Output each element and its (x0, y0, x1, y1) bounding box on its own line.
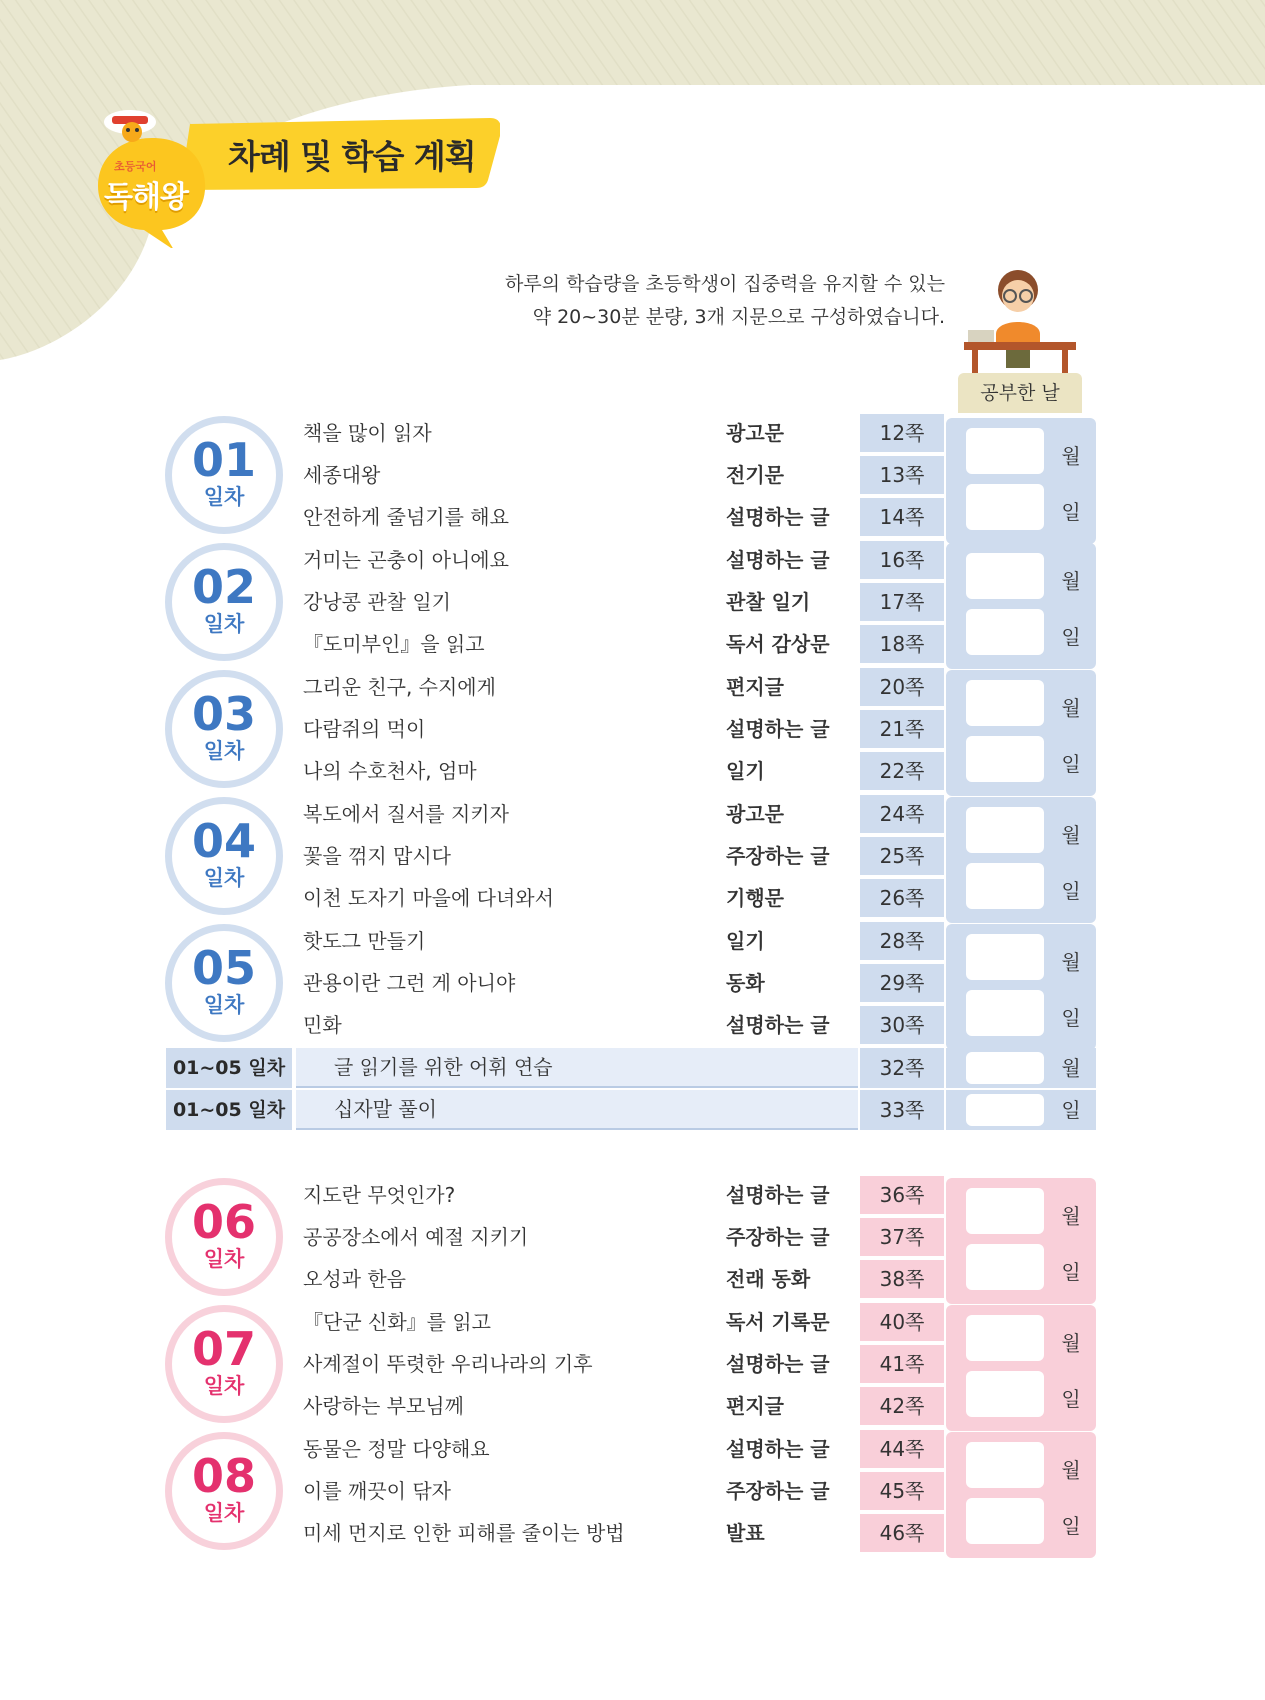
reading-genre: 전래 동화 (726, 1267, 811, 1291)
toc-row (0, 1470, 1265, 1512)
review-title-cell (296, 1048, 858, 1088)
day-label: 일차 (203, 1374, 245, 1398)
day-label: 일차 (203, 1501, 245, 1525)
toc-row (0, 581, 1265, 623)
month-label: 월 (1061, 1204, 1081, 1228)
intro-line: 하루의 학습량을 초등학생이 집중력을 유지할 수 있는 (504, 273, 945, 295)
reading-title[interactable]: 이천 도자기 마을에 다녀와서 (303, 886, 554, 910)
toc-row (0, 708, 1265, 750)
page-number[interactable]: 28쪽 (860, 922, 944, 960)
reading-title[interactable]: 이를 깨끗이 닦자 (303, 1479, 451, 1503)
day-number: 05 (191, 941, 256, 995)
day-input[interactable] (966, 1094, 1044, 1126)
day-label-plan: 일 (1061, 752, 1081, 776)
page-number[interactable]: 21쪽 (860, 710, 944, 748)
page-number[interactable]: 45쪽 (860, 1472, 944, 1510)
page-number[interactable]: 46쪽 (860, 1514, 944, 1552)
reading-genre: 편지글 (726, 675, 784, 699)
reading-genre: 전기문 (726, 463, 784, 487)
toc-row (0, 962, 1265, 1004)
day-label-plan: 일 (1061, 1260, 1081, 1284)
reading-title[interactable]: 나의 수호천사, 엄마 (303, 759, 477, 783)
day-label-plan: 일 (1061, 879, 1081, 903)
reading-title[interactable]: 『도미부인』을 읽고 (303, 632, 485, 656)
reading-genre: 설명하는 글 (726, 548, 830, 572)
reading-title[interactable]: 핫도그 만들기 (303, 929, 426, 953)
toc-row (0, 1301, 1265, 1343)
day-label-plan: 일 (1061, 1387, 1081, 1411)
day-number: 04 (191, 814, 256, 868)
toc-row (0, 1216, 1265, 1258)
review-day-range: 01~05 일차 (166, 1048, 292, 1088)
study-plan-box (946, 1090, 1096, 1130)
day-label-plan: 일 (1061, 1514, 1081, 1538)
toc-row (0, 1428, 1265, 1470)
page-number[interactable]: 44쪽 (860, 1430, 944, 1468)
reading-genre: 설명하는 글 (726, 505, 830, 529)
day-label: 일차 (203, 866, 245, 890)
reading-title[interactable]: 거미는 곤충이 아니에요 (303, 548, 509, 572)
page-number[interactable]: 24쪽 (860, 795, 944, 833)
reading-title[interactable]: 그리운 친구, 수지에게 (303, 675, 496, 699)
day-label: 일차 (203, 612, 245, 636)
day-number: 08 (191, 1449, 256, 1503)
toc-row (0, 1174, 1265, 1216)
reading-genre: 독서 감상문 (726, 632, 830, 656)
reading-genre: 설명하는 글 (726, 1437, 830, 1461)
toc-row (0, 1258, 1265, 1300)
page-number[interactable]: 33쪽 (860, 1090, 944, 1130)
day-label: 일차 (203, 739, 245, 763)
page-number[interactable]: 16쪽 (860, 541, 944, 579)
study-date-header: 공부한 날 (958, 373, 1082, 413)
month-label: 월 (1061, 444, 1081, 468)
reading-genre: 설명하는 글 (726, 1013, 830, 1037)
month-label: 월 (1061, 569, 1081, 593)
review-title[interactable]: 십자말 풀이 (334, 1097, 437, 1121)
page-number[interactable]: 17쪽 (860, 583, 944, 621)
toc-row (0, 412, 1265, 454)
page-number[interactable]: 36쪽 (860, 1176, 944, 1214)
reading-title[interactable]: 민화 (303, 1013, 342, 1037)
month-label: 월 (1061, 696, 1081, 720)
reading-title[interactable]: 오성과 한음 (303, 1267, 406, 1291)
intro-line: 약 20~30분 분량, 3개 지문으로 구성하였습니다. (532, 306, 945, 328)
reading-genre: 동화 (726, 971, 765, 995)
toc-row (0, 835, 1265, 877)
page-number[interactable]: 12쪽 (860, 414, 944, 452)
review-row (0, 1048, 1265, 1088)
page-number[interactable]: 32쪽 (860, 1048, 944, 1088)
reading-title[interactable]: 관용이란 그런 게 아니야 (303, 971, 516, 995)
logo-subtitle: 초등국어 (114, 160, 157, 173)
reading-genre: 주장하는 글 (726, 844, 830, 868)
month-label: 월 (1061, 1056, 1081, 1080)
reading-title[interactable]: 안전하게 줄넘기를 해요 (303, 505, 509, 529)
toc-row (0, 1385, 1265, 1427)
review-title-cell (296, 1090, 858, 1130)
page-number[interactable]: 41쪽 (860, 1345, 944, 1383)
review-day-range: 01~05 일차 (166, 1090, 292, 1130)
page-number[interactable]: 29쪽 (860, 964, 944, 1002)
reading-title[interactable]: 사계절이 뚜렷한 우리나라의 기후 (303, 1352, 593, 1376)
reading-title[interactable]: 『단군 신화』를 읽고 (303, 1310, 491, 1334)
reading-genre: 설명하는 글 (726, 717, 830, 741)
day-label: 일차 (203, 1247, 245, 1271)
toc-row (0, 539, 1265, 581)
reading-title[interactable]: 복도에서 질서를 지키자 (303, 802, 509, 826)
day-number: 03 (191, 687, 256, 741)
reading-genre: 일기 (726, 759, 765, 783)
day-label-plan: 일 (1061, 500, 1081, 524)
day-number: 01 (191, 433, 256, 487)
page-number[interactable]: 37쪽 (860, 1218, 944, 1256)
day-number: 06 (191, 1195, 256, 1249)
toc-row (0, 1004, 1265, 1046)
page-number[interactable]: 25쪽 (860, 837, 944, 875)
page-number[interactable]: 20쪽 (860, 668, 944, 706)
toc-row (0, 1343, 1265, 1385)
reading-title[interactable]: 사랑하는 부모님께 (303, 1394, 464, 1418)
reading-genre: 독서 기록문 (726, 1310, 830, 1334)
month-label: 월 (1061, 950, 1081, 974)
page-number[interactable]: 30쪽 (860, 1006, 944, 1044)
day-number: 07 (191, 1322, 256, 1376)
month-label: 월 (1061, 1458, 1081, 1482)
page-number[interactable]: 40쪽 (860, 1303, 944, 1341)
page-number[interactable]: 18쪽 (860, 625, 944, 663)
day-label-plan: 일 (1061, 1006, 1081, 1030)
reading-title[interactable]: 세종대왕 (303, 463, 381, 487)
review-title[interactable]: 글 읽기를 위한 어휘 연습 (334, 1055, 553, 1079)
reading-title[interactable]: 공공장소에서 예절 지키기 (303, 1225, 529, 1249)
day-label: 일차 (203, 993, 245, 1017)
month-input[interactable] (966, 1052, 1044, 1084)
reading-genre: 설명하는 글 (726, 1183, 830, 1207)
reading-genre: 발표 (726, 1521, 765, 1545)
toc-row (0, 666, 1265, 708)
reading-genre: 관찰 일기 (726, 590, 811, 614)
reading-title[interactable]: 책을 많이 읽자 (303, 421, 432, 445)
logo (92, 98, 212, 248)
day-label-plan: 일 (1061, 1098, 1081, 1122)
reading-genre: 설명하는 글 (726, 1352, 830, 1376)
reading-genre: 주장하는 글 (726, 1225, 830, 1249)
logo-name: 독해왕 (104, 180, 188, 215)
page-number[interactable]: 38쪽 (860, 1260, 944, 1298)
reading-genre: 광고문 (726, 421, 784, 445)
reading-genre: 일기 (726, 929, 765, 953)
toc-row (0, 750, 1265, 792)
toc-row (0, 623, 1265, 665)
page-number[interactable]: 22쪽 (860, 752, 944, 790)
month-label: 월 (1061, 1331, 1081, 1355)
reading-genre: 주장하는 글 (726, 1479, 830, 1503)
study-plan-box (946, 1048, 1096, 1088)
reading-genre: 기행문 (726, 886, 784, 910)
reading-title[interactable]: 꽃을 꺾지 맙시다 (303, 844, 451, 868)
reading-title[interactable]: 동물은 정말 다양해요 (303, 1437, 490, 1461)
toc-row (0, 496, 1265, 538)
page-title: 차례 및 학습 계획 (228, 137, 476, 176)
reading-genre: 편지글 (726, 1394, 784, 1418)
reading-title[interactable]: 강낭콩 관찰 일기 (303, 590, 451, 614)
day-number: 02 (191, 560, 256, 614)
toc-row (0, 454, 1265, 496)
day-label-plan: 일 (1061, 625, 1081, 649)
toc-row (0, 920, 1265, 962)
intro-text (425, 268, 945, 334)
reading-title[interactable]: 지도란 무엇인가? (303, 1183, 456, 1207)
page-number[interactable]: 14쪽 (860, 498, 944, 536)
page-number[interactable]: 13쪽 (860, 456, 944, 494)
review-row (0, 1090, 1265, 1130)
toc-row (0, 1512, 1265, 1554)
toc-row (0, 793, 1265, 835)
month-label: 월 (1061, 823, 1081, 847)
toc-row (0, 877, 1265, 919)
page-number[interactable]: 26쪽 (860, 879, 944, 917)
reading-genre: 광고문 (726, 802, 784, 826)
reading-title[interactable]: 미세 먼지로 인한 피해를 줄이는 방법 (303, 1521, 625, 1545)
page-number[interactable]: 42쪽 (860, 1387, 944, 1425)
reading-title[interactable]: 다람쥐의 먹이 (303, 717, 426, 741)
day-label: 일차 (203, 485, 245, 509)
student-at-desk-icon (960, 262, 1080, 374)
